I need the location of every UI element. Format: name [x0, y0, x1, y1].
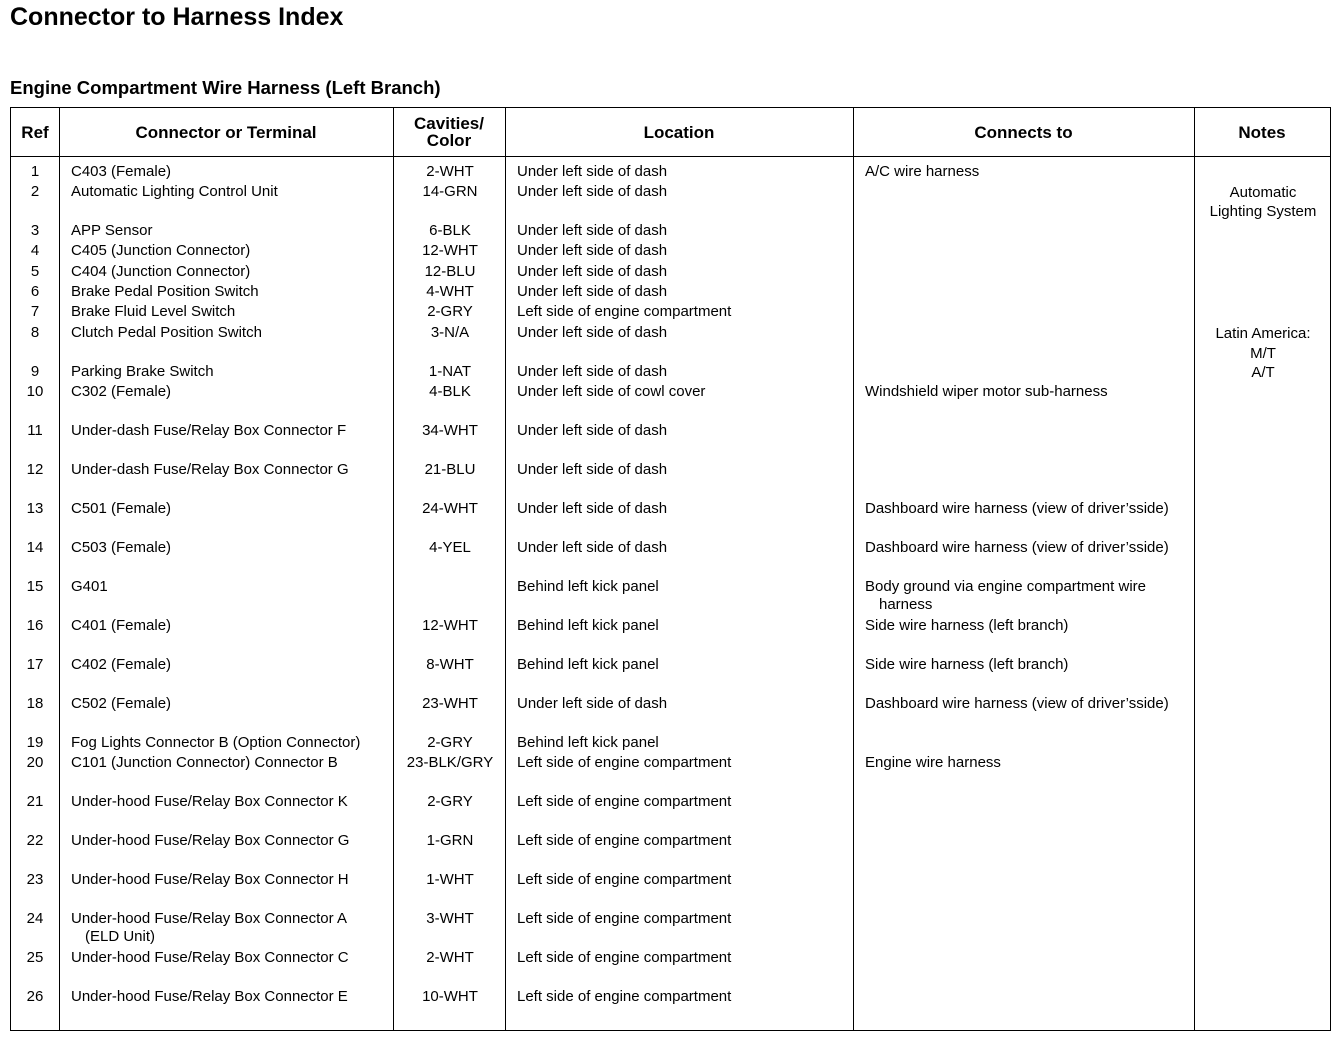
header-cavities-line2: Color [426, 131, 472, 150]
row-location: Left side of engine compartment [517, 871, 732, 888]
section-subtitle: Engine Compartment Wire Harness (Left Branch) [10, 77, 441, 98]
row-ref: 22 [26, 832, 44, 849]
row-location: Left side of engine compartment [517, 910, 732, 927]
row-cavities: 4-BLK [429, 383, 471, 400]
row-cavities: 6-BLK [429, 222, 471, 239]
header-notes: Notes [1238, 122, 1286, 142]
row-connector [71, 656, 171, 674]
row-connector [71, 988, 348, 1006]
row-connects-to [865, 383, 1108, 401]
row-connector [71, 695, 171, 713]
row-connector-text: C302 (Female) [71, 383, 172, 400]
header-connector: Connector or Terminal [135, 122, 317, 142]
row-location: Left side of engine compartment [517, 303, 732, 320]
row-connector-text: C101 (Junction Connector) Connector B [71, 754, 338, 771]
row-cavities: 4-YEL [429, 539, 471, 556]
row-connector-text: Under-hood Fuse/Relay Box Connector E [71, 988, 348, 1005]
row-location: Left side of engine compartment [517, 832, 732, 849]
row-connects-to-text: Side wire harness (left branch) [865, 656, 1069, 673]
row-ref: 12 [26, 461, 44, 478]
row-connector [71, 303, 235, 321]
row-connector-text: Brake Fluid Level Switch [71, 303, 236, 320]
row-connects-to [865, 163, 979, 181]
row-cavities: 24-WHT [422, 500, 478, 517]
note-line: A/T [1251, 364, 1275, 381]
row-ref: 13 [26, 500, 44, 517]
row-location: Under left side of dash [517, 283, 668, 300]
row-ref: 8 [30, 324, 40, 341]
row-connector [71, 617, 171, 635]
row-connector-text: C502 (Female) [71, 695, 172, 712]
row-connector [71, 283, 259, 301]
row-cavities: 1-NAT [428, 363, 472, 380]
row-connector-text: Under-dash Fuse/Relay Box Connector G [71, 461, 349, 478]
row-connector [71, 383, 171, 401]
row-connector-text: C402 (Female) [71, 656, 172, 673]
connector-table [10, 107, 1331, 1031]
row-cavities: 14-GRN [422, 183, 478, 200]
row-cavities: 3-N/A [430, 324, 470, 341]
row-cavities: 12-BLU [424, 263, 476, 280]
page-title: Connector to Harness Index [10, 3, 344, 31]
row-connector-continuation: (ELD Unit) [85, 928, 156, 945]
header-connects-to: Connects to [974, 122, 1073, 142]
note-line: M/T [1250, 344, 1276, 362]
row-cavities: 1-GRN [426, 832, 474, 849]
row-ref: 26 [26, 988, 44, 1005]
row-ref: 4 [30, 242, 40, 259]
note-automatic-lighting [1195, 183, 1331, 221]
row-location: Under left side of cowl cover [517, 383, 706, 400]
row-connector [71, 539, 171, 557]
row-location: Under left side of dash [517, 222, 668, 239]
row-ref: 16 [26, 617, 44, 634]
row-cavities: 3-WHT [426, 910, 474, 927]
row-connector-text: Clutch Pedal Position Switch [71, 324, 262, 341]
row-connector [71, 163, 171, 181]
row-location: Under left side of dash [517, 500, 668, 517]
row-location: Behind left kick panel [517, 734, 659, 751]
row-connector-text: Under-hood Fuse/Relay Box Connector H [71, 871, 349, 888]
row-connects-to-text: Side wire harness (left branch) [865, 617, 1069, 634]
row-connects-to [865, 578, 1146, 614]
row-connector [71, 949, 349, 967]
row-location: Left side of engine compartment [517, 988, 732, 1005]
row-connector [71, 871, 349, 889]
row-connector [71, 422, 346, 440]
row-ref: 9 [30, 363, 40, 380]
row-cavities: 1-WHT [426, 871, 474, 888]
column-divider [505, 108, 506, 1030]
row-connector [71, 461, 349, 479]
row-ref: 21 [26, 793, 44, 810]
row-location: Under left side of dash [517, 363, 668, 380]
row-cavities: 2-WHT [426, 949, 474, 966]
row-location: Under left side of dash [517, 539, 668, 556]
row-connector-text: Under-hood Fuse/Relay Box Connector A [71, 910, 347, 927]
header-cavities-line1: Cavities/ [414, 114, 484, 133]
row-connects-to [865, 617, 1068, 635]
row-connector [71, 832, 349, 850]
row-cavities: 23-BLK/GRY [406, 754, 494, 771]
row-connector-text: C501 (Female) [71, 500, 172, 517]
row-cavities: 2-GRY [427, 303, 473, 320]
row-ref: 3 [30, 222, 40, 239]
row-connector-text: Under-hood Fuse/Relay Box Connector K [71, 793, 348, 810]
row-connector [71, 263, 250, 281]
row-connector [71, 578, 108, 596]
header-divider [11, 156, 1330, 157]
row-ref: 17 [26, 656, 44, 673]
row-connector-text: Under-dash Fuse/Relay Box Connector F [71, 422, 347, 439]
row-ref: 14 [26, 539, 44, 556]
row-cavities: 21-BLU [424, 461, 476, 478]
row-connects-to-text: Windshield wiper motor sub-harness [865, 383, 1108, 400]
row-connector-text: C401 (Female) [71, 617, 172, 634]
row-location: Under left side of dash [517, 324, 668, 341]
row-connector [71, 324, 262, 342]
row-ref: 18 [26, 695, 44, 712]
row-connects-to [865, 754, 1001, 772]
row-location: Behind left kick panel [517, 656, 659, 673]
row-ref: 10 [26, 383, 44, 400]
row-connects-to [865, 656, 1068, 674]
column-divider [59, 108, 60, 1030]
row-location: Under left side of dash [517, 183, 668, 200]
row-location: Behind left kick panel [517, 617, 659, 634]
row-connects-to-text: Body ground via engine compartment wire [865, 578, 1146, 595]
row-cavities: 12-WHT [422, 242, 478, 259]
row-ref: 2 [30, 183, 40, 200]
row-connector [71, 500, 171, 518]
row-connector-text: G401 [71, 578, 108, 595]
row-connects-to-continuation: harness [879, 596, 933, 613]
row-connects-to-text: Dashboard wire harness (view of driver’sside) [865, 500, 1169, 517]
note-line: Latin America: [1215, 325, 1311, 342]
row-cavities: 8-WHT [426, 656, 474, 673]
row-location: Left side of engine compartment [517, 949, 732, 966]
row-location: Behind left kick panel [517, 578, 659, 595]
row-connects-to-text: Dashboard wire harness (view of driver’sside) [865, 539, 1169, 556]
row-location: Under left side of dash [517, 163, 668, 180]
row-cavities: 34-WHT [422, 422, 478, 439]
row-connects-to [865, 539, 1169, 557]
row-connector [71, 734, 360, 752]
row-ref: 15 [26, 578, 44, 595]
row-connects-to-text: Dashboard wire harness (view of driver’sside) [865, 695, 1169, 712]
row-connects-to-text: Engine wire harness [865, 754, 1001, 771]
row-ref: 20 [26, 754, 44, 771]
row-location: Left side of engine compartment [517, 754, 732, 771]
row-connector-text: C403 (Female) [71, 163, 172, 180]
column-divider [1194, 108, 1195, 1030]
row-location: Under left side of dash [517, 695, 668, 712]
header-location: Location [643, 122, 715, 142]
row-connector [71, 363, 214, 381]
note-line: Lighting System [1209, 203, 1317, 220]
row-ref: 5 [30, 263, 40, 280]
column-divider [393, 108, 394, 1030]
row-ref: 23 [26, 871, 44, 888]
row-ref: 11 [27, 422, 43, 439]
row-connects-to [865, 695, 1169, 713]
row-connector [71, 242, 250, 260]
row-connector-text: C404 (Junction Connector) [71, 263, 251, 280]
row-location: Under left side of dash [517, 422, 668, 439]
note-line: Automatic [1229, 184, 1297, 201]
row-ref: 19 [26, 734, 44, 751]
row-connector-text: APP Sensor [71, 222, 153, 239]
row-connector [71, 910, 347, 946]
row-connector-text: Under-hood Fuse/Relay Box Connector C [71, 949, 349, 966]
row-cavities: 2-GRY [427, 734, 473, 751]
row-connector-text: Automatic Lighting Control Unit [71, 183, 278, 200]
row-connector [71, 183, 278, 201]
row-cavities: 4-WHT [426, 283, 474, 300]
row-connects-to-text: A/C wire harness [865, 163, 980, 180]
row-connector [71, 222, 152, 240]
row-cavities: 10-WHT [422, 988, 478, 1005]
row-cavities: 12-WHT [422, 617, 478, 634]
row-ref: 25 [26, 949, 44, 966]
row-connector-text: C405 (Junction Connector) [71, 242, 251, 259]
row-ref: 6 [30, 283, 40, 300]
row-connector-text: Fog Lights Connector B (Option Connector) [71, 734, 361, 751]
row-cavities: 23-WHT [422, 695, 478, 712]
row-location: Under left side of dash [517, 461, 668, 478]
header-ref: Ref [21, 122, 49, 142]
row-connects-to [865, 500, 1169, 518]
row-ref: 24 [26, 910, 44, 927]
row-connector [71, 793, 348, 811]
row-connector-text: C503 (Female) [71, 539, 172, 556]
header-cavities [393, 108, 505, 156]
row-connector-text: Brake Pedal Position Switch [71, 283, 259, 300]
row-connector-text: Parking Brake Switch [71, 363, 214, 380]
row-cavities: 2-GRY [427, 793, 473, 810]
column-divider [853, 108, 854, 1030]
row-location: Under left side of dash [517, 242, 668, 259]
row-ref: 1 [30, 163, 40, 180]
row-ref: 7 [30, 303, 40, 320]
row-location: Left side of engine compartment [517, 793, 732, 810]
note-latin-america [1195, 324, 1331, 383]
row-connector-text: Under-hood Fuse/Relay Box Connector G [71, 832, 350, 849]
row-cavities: 2-WHT [426, 163, 474, 180]
row-location: Under left side of dash [517, 263, 668, 280]
row-connector [71, 754, 338, 772]
